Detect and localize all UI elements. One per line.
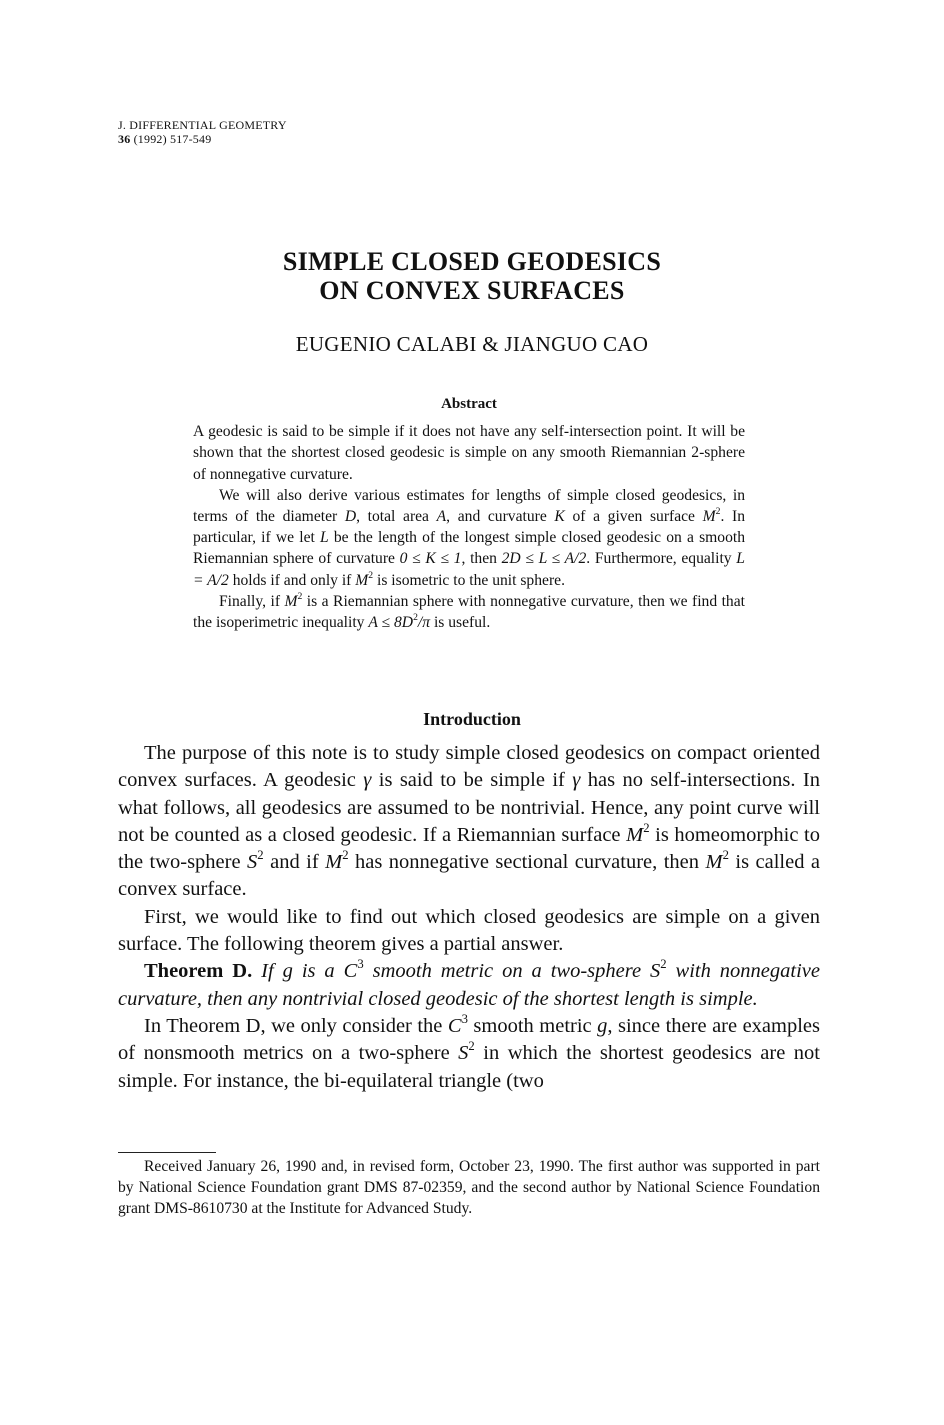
footnote-rule (118, 1152, 216, 1153)
abstract (193, 394, 745, 633)
intro-paragraph-2: First, we would like to find out which closed geodesics are simple on a given surface. The following theorem gives a partial answer. (118, 905, 820, 956)
abstract-heading: Abstract (441, 396, 497, 412)
journal-header (118, 118, 287, 146)
theorem-name: Theorem D. (144, 960, 253, 983)
journal-name: J. DIFFERENTIAL GEOMETRY (118, 118, 287, 132)
title-line-2: ON CONVEX SURFACES (319, 276, 625, 305)
journal-volume: 36 (118, 132, 131, 146)
abstract-paragraph-3: Finally, if $M^2$ is a Riemannian sphere with nonnegative curvature, then we find that the isoperimetric inequality $A \le 8D^2/\pi$ is useful. (193, 591, 745, 632)
authors: EUGENIO CALABI & JIANGUO CAO (295, 332, 649, 356)
journal-year-pages: (1992) 517-549 (133, 132, 212, 146)
theorem-d: Theorem D. If g is a $C^3$ smooth metric on a two-sphere $S^2$ with nonnegative curvature, then any nontrivial closed geodesic of the shortest length is simple. (118, 957, 820, 1010)
intro-paragraph-1: The purpose of this note is to study simple closed geodesics on compact oriented convex surfaces. A geodesic γ is said to be simple if γ has no self-intersections. In what follows, all geodesics are assumed to be nontrivial. Hence, any point curve will not be counted as a closed geodesic. If a Riemannian surface $M^2$ is homeomorphic to the two-sphere $S^2$ and if $M^2$ has nonnegative sectional curvature, then $M^2$ is called a convex surface. (118, 742, 820, 901)
title-line-1: SIMPLE CLOSED GEODESICS (282, 247, 662, 276)
journal-volume-line (118, 132, 287, 146)
introduction-heading: Introduction (423, 709, 521, 729)
footnote: Received January 26, 1990 and, in revised form, October 23, 1990. The first author was supported in part by National Science Foundation grant DMS 87-02359, and the second author by National Science Foundation grant DMS-8610730 at the Institute for Advanced Study. (118, 1158, 820, 1217)
introduction-body (118, 740, 820, 1095)
intro-paragraph-3: In Theorem D, we only consider the $C^3$ smooth metric g, since there are examples of nonsmooth metrics on a two-sphere $S^2$ in which the shortest geodesics are not simple. For instance, the bi-equilateral triangle (two (118, 1012, 821, 1092)
abstract-paragraph-1: A geodesic is said to be simple if it does not have any self-intersection point. It will be shown that the shortest closed geodesic is simple on any smooth Riemannian 2-sphere of nonnegative curvature. (193, 423, 745, 483)
paper-title (0, 247, 944, 305)
abstract-paragraph-2: We will also derive various estimates for lengths of simple closed geodesics, in terms of the diameter D, total area A, and curvature K of a given surface $M^2$. In particular, if we let L be the length of the longest simple closed geodesic on a smooth Riemannian sphere of curvature 0 ≤ K ≤ 1, then 2D ≤ L ≤ A/2. Furthermore, equality L = A/2 holds if and only if $M^2$ is isometric to the unit sphere. (193, 486, 746, 589)
